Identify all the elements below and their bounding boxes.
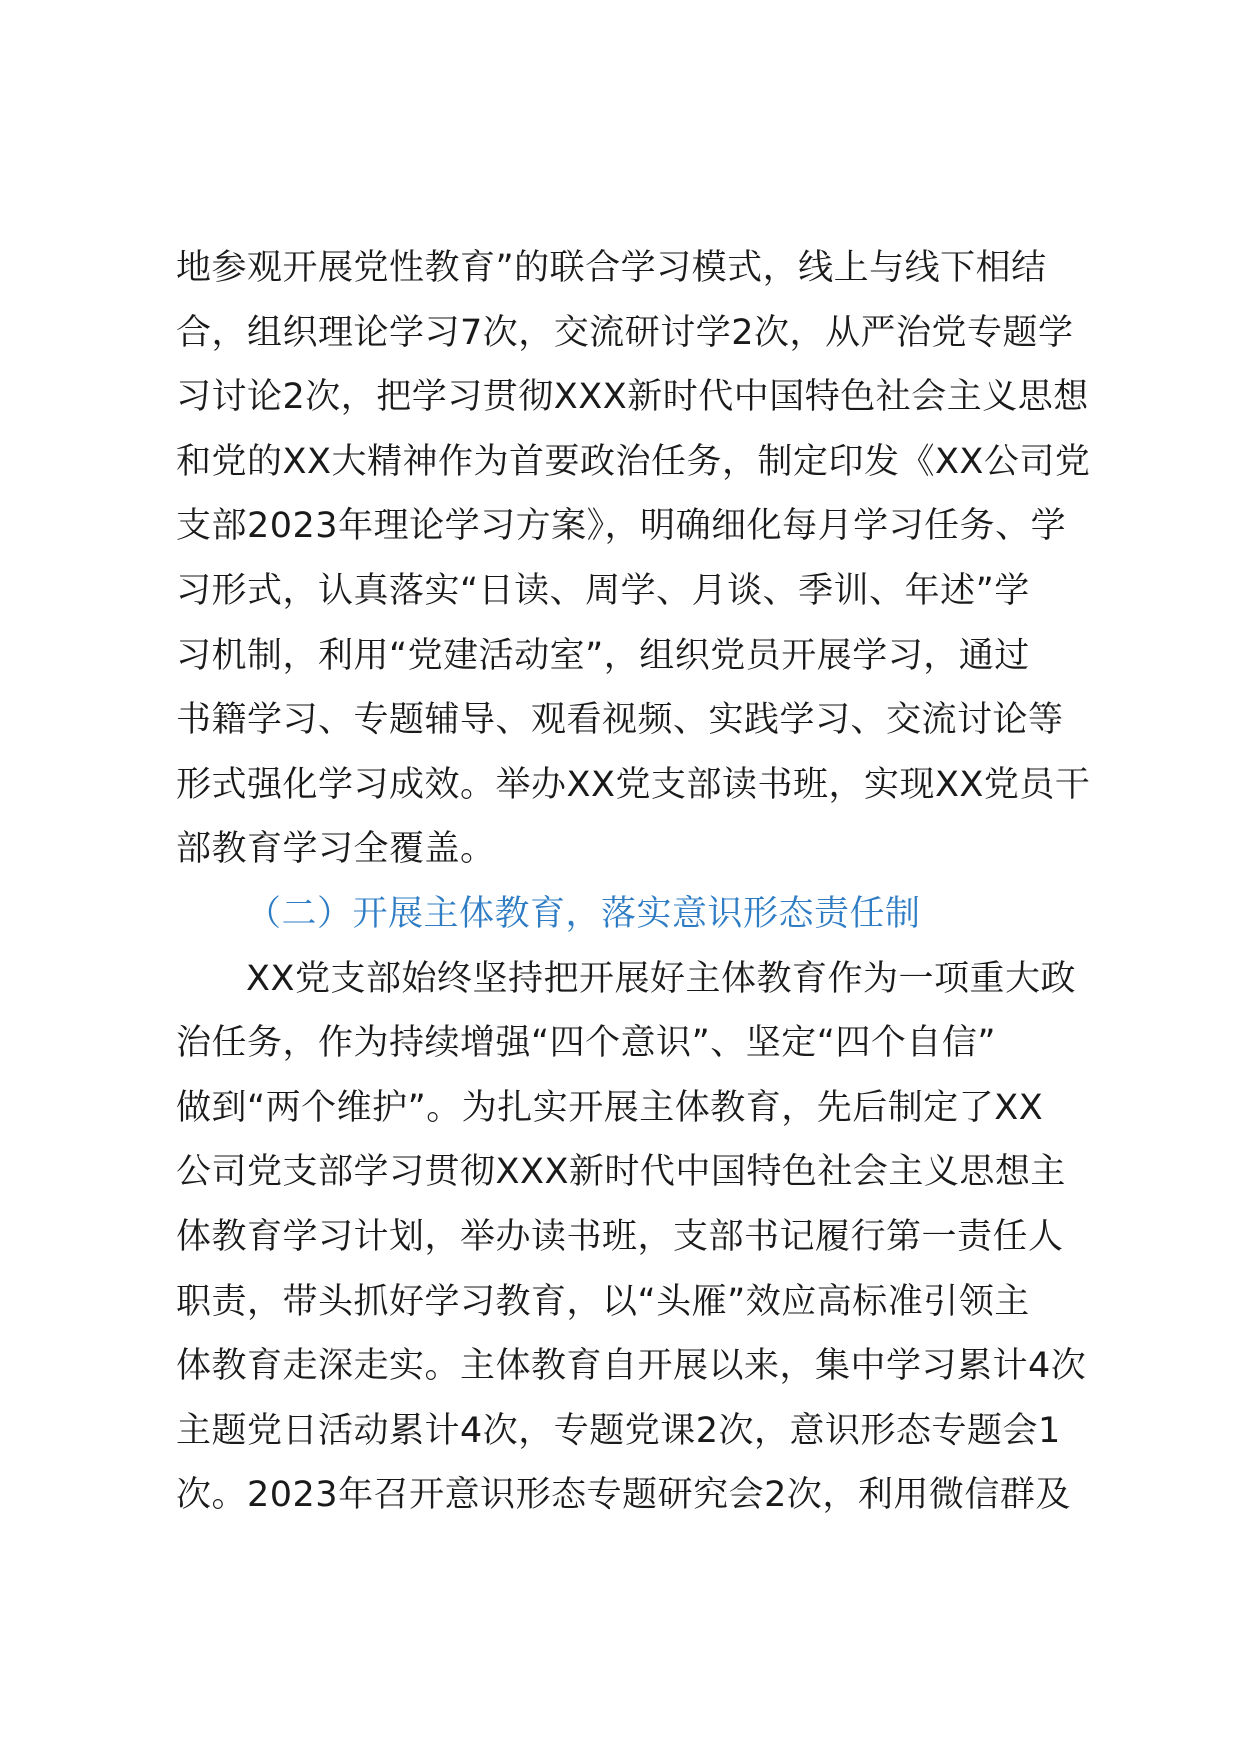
text-line: 主题党日活动累计4次，专题党课2次，意识形态专题会1 bbox=[176, 1410, 1061, 1451]
document-page bbox=[176, 236, 1116, 1528]
text-line: 支部2023年理论学习方案》，明确细化每月学习任务、学 bbox=[176, 506, 1067, 547]
text-line: XX党支部始终坚持把开展好主体教育作为一项重大政 bbox=[246, 958, 1076, 999]
text-line: 公司党支部学习贯彻XXX新时代中国特色社会主义思想主 bbox=[176, 1152, 1066, 1193]
text-line: 治任务，作为持续增强“四个意识”、坚定“四个自信” bbox=[176, 1023, 997, 1064]
text-line: 习讨论2次，把学习贯彻XXX新时代中国特色社会主义思想 bbox=[176, 377, 1089, 418]
text-line: 体教育走深走实。主体教育自开展以来，集中学习累计4次 bbox=[176, 1346, 1087, 1387]
text-line: 次。2023年召开意识形态专题研究会2次，利用微信群及 bbox=[176, 1475, 1071, 1516]
text-line: 做到“两个维护”。为扎实开展主体教育，先后制定了XX bbox=[176, 1087, 1044, 1128]
text-line: 书籍学习、专题辅导、观看视频、实践学习、交流讨论等 bbox=[176, 700, 1064, 741]
section-heading: （二）开展主体教育，落实意识形态责任制 bbox=[246, 893, 921, 934]
text-line: 习机制，利用“党建活动室”，组织党员开展学习，通过 bbox=[176, 635, 1030, 676]
text-line: 地参观开展党性教育”的联合学习模式，线上与线下相结 bbox=[176, 248, 1047, 288]
text-line: 形式强化学习成效。举办XX党支部读书班，实现XX党员干 bbox=[176, 764, 1091, 805]
paragraph-continued bbox=[176, 236, 1116, 882]
text-line: 合，组织理论学习7次，交流研讨学2次，从严治党专题学 bbox=[176, 312, 1074, 353]
text-line: 习形式，认真落实“日读、周学、月谈、季训、年述”学 bbox=[176, 570, 1030, 611]
text-line: 职责，带头抓好学习教育，以“头雁”效应高标准引领主 bbox=[176, 1281, 1030, 1322]
text-line: 体教育学习计划，举办读书班，支部书记履行第一责任人 bbox=[176, 1216, 1064, 1257]
text-line: 和党的XX大精神作为首要政治任务，制定印发《XX公司党 bbox=[176, 441, 1091, 482]
paragraph-main-education bbox=[176, 947, 1116, 1528]
text-line: 部教育学习全覆盖。 bbox=[176, 829, 496, 870]
